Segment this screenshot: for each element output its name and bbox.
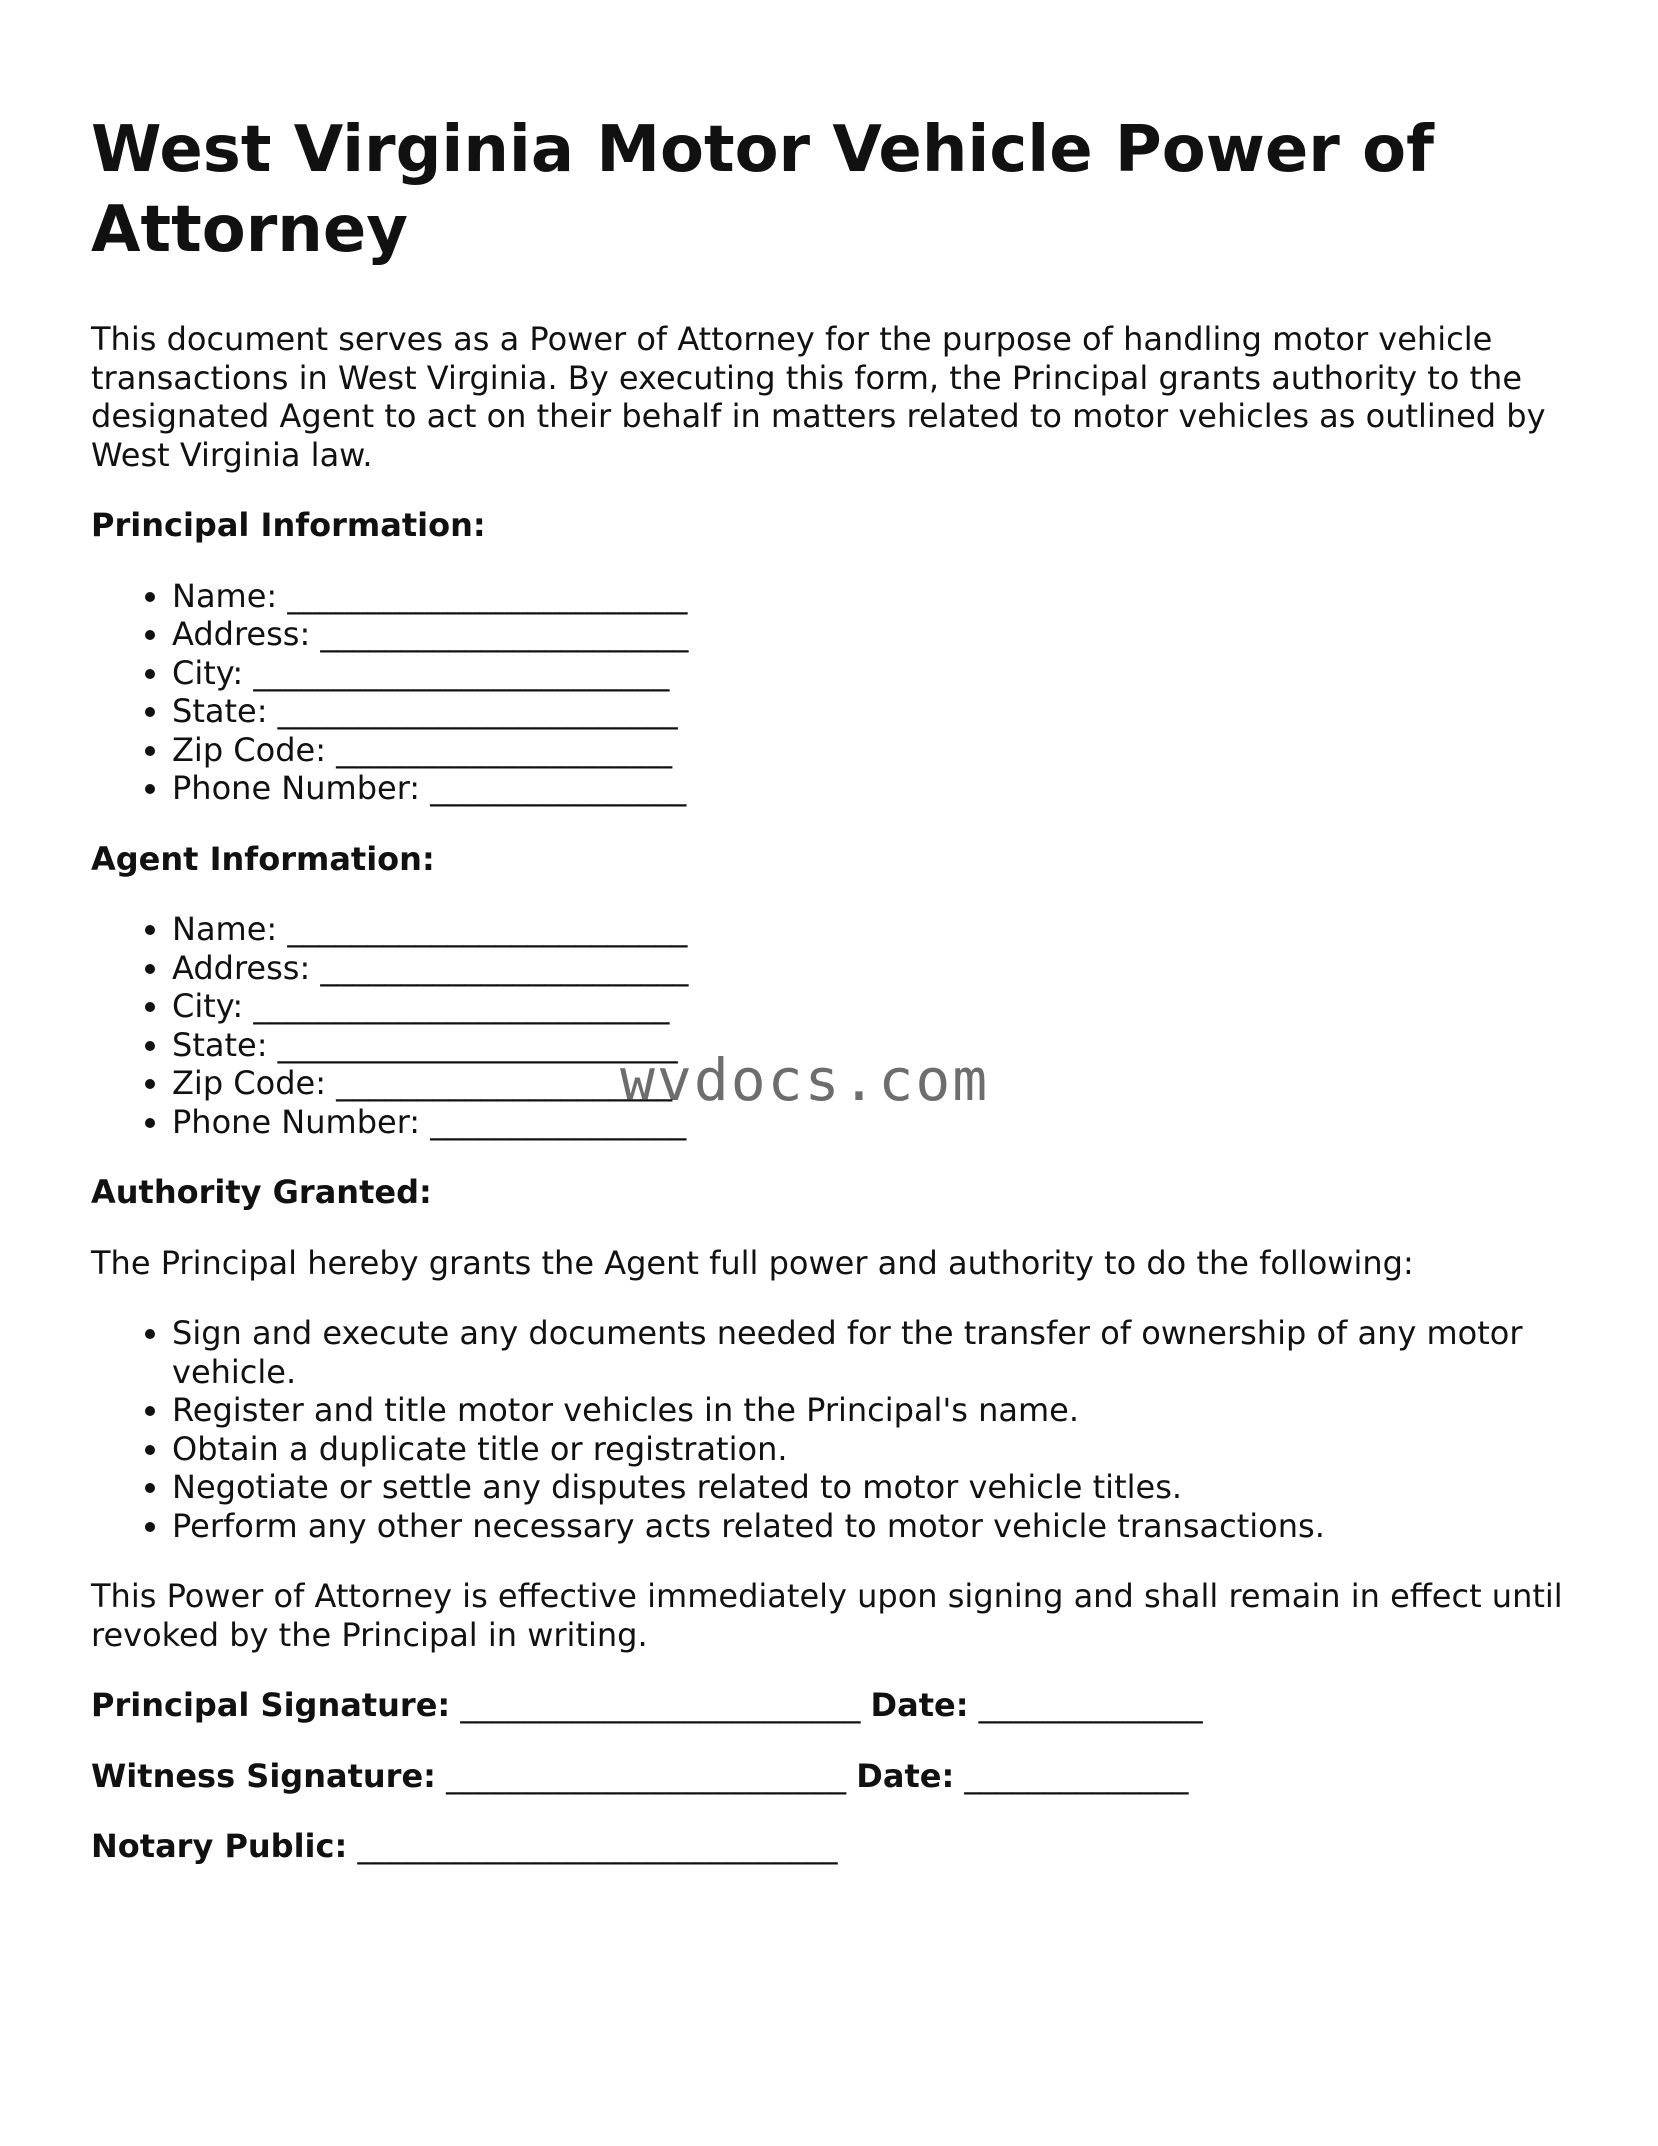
- watermark: wvdocs.com: [620, 1046, 990, 1114]
- notary-field[interactable]: ______________________________: [357, 1827, 838, 1865]
- witness-date-label: Date:: [856, 1756, 955, 1795]
- page-title: West Virginia Motor Vehicle Power of Attorney: [91, 113, 1434, 267]
- agent-heading: Agent Information:: [91, 839, 435, 878]
- principal-signature-label: Principal Signature:: [91, 1686, 451, 1724]
- principal-date-label: Date:: [870, 1686, 969, 1724]
- principal-address-field[interactable]: • Address: _______________________: [172, 615, 1591, 654]
- principal-date-field[interactable]: ______________: [978, 1686, 1203, 1724]
- agent-address-field[interactable]: • Address: _______________________: [172, 949, 1591, 988]
- authority-item: • Perform any other necessary acts related to motor vehicle transactions.: [172, 1507, 1591, 1546]
- witness-signature-field[interactable]: _________________________: [446, 1756, 847, 1795]
- document-page: [91, 110, 1591, 1898]
- agent-state-field[interactable]: • State: _________________________: [172, 1026, 1591, 1065]
- authority-item: • Register and title motor vehicles in the Principal's name.: [172, 1391, 1591, 1430]
- authority-lead: The Principal hereby grants the Agent full power and authority to do the following:: [91, 1243, 1414, 1282]
- authority-item: • Obtain a duplicate title or registration.: [172, 1430, 1591, 1469]
- agent-name-field[interactable]: • Name: _________________________: [172, 910, 1591, 949]
- principal-phone-field[interactable]: • Phone Number: ________________: [172, 769, 1591, 808]
- authority-heading: Authority Granted:: [91, 1173, 432, 1211]
- authority-item: • Negotiate or settle any disputes related to motor vehicle titles.: [172, 1468, 1591, 1507]
- notary-line: [91, 1827, 1591, 1866]
- intro-paragraph: This document serves as a Power of Attorney for the purpose of handling motor vehicle transactions in West Virginia. By executing this form, the Principal grants authority to the designated Agent to act on their behalf in matters related to motor vehicles as outlined by West Virginia law.: [91, 320, 1546, 474]
- effective-paragraph: This Power of Attorney is effective immediately upon signing and shall remain in effect until revoked by the Principal in writing.: [91, 1577, 1563, 1654]
- principal-fields: [91, 577, 1591, 808]
- witness-date-field[interactable]: ______________: [964, 1756, 1189, 1795]
- principal-heading: Principal Information:: [91, 506, 486, 544]
- principal-signature-line: [91, 1686, 1591, 1725]
- principal-zip-field[interactable]: • Zip Code: _____________________: [172, 731, 1591, 770]
- authority-item: • Sign and execute any documents needed for the transfer of ownership of any motor vehicle.: [172, 1314, 1591, 1391]
- authority-list: [91, 1314, 1591, 1545]
- principal-signature-field[interactable]: _________________________: [460, 1686, 861, 1724]
- principal-city-field[interactable]: • City: __________________________: [172, 654, 1591, 693]
- agent-phone-field[interactable]: • Phone Number: ________________: [172, 1103, 1591, 1142]
- witness-signature-label: Witness Signature:: [91, 1756, 436, 1795]
- principal-name-field[interactable]: • Name: _________________________: [172, 577, 1591, 616]
- witness-signature-line: [91, 1757, 1591, 1796]
- agent-city-field[interactable]: • City: __________________________: [172, 987, 1591, 1026]
- agent-zip-field[interactable]: • Zip Code: _____________________: [172, 1064, 1591, 1103]
- principal-state-field[interactable]: • State: _________________________: [172, 692, 1591, 731]
- notary-label: Notary Public:: [91, 1827, 348, 1865]
